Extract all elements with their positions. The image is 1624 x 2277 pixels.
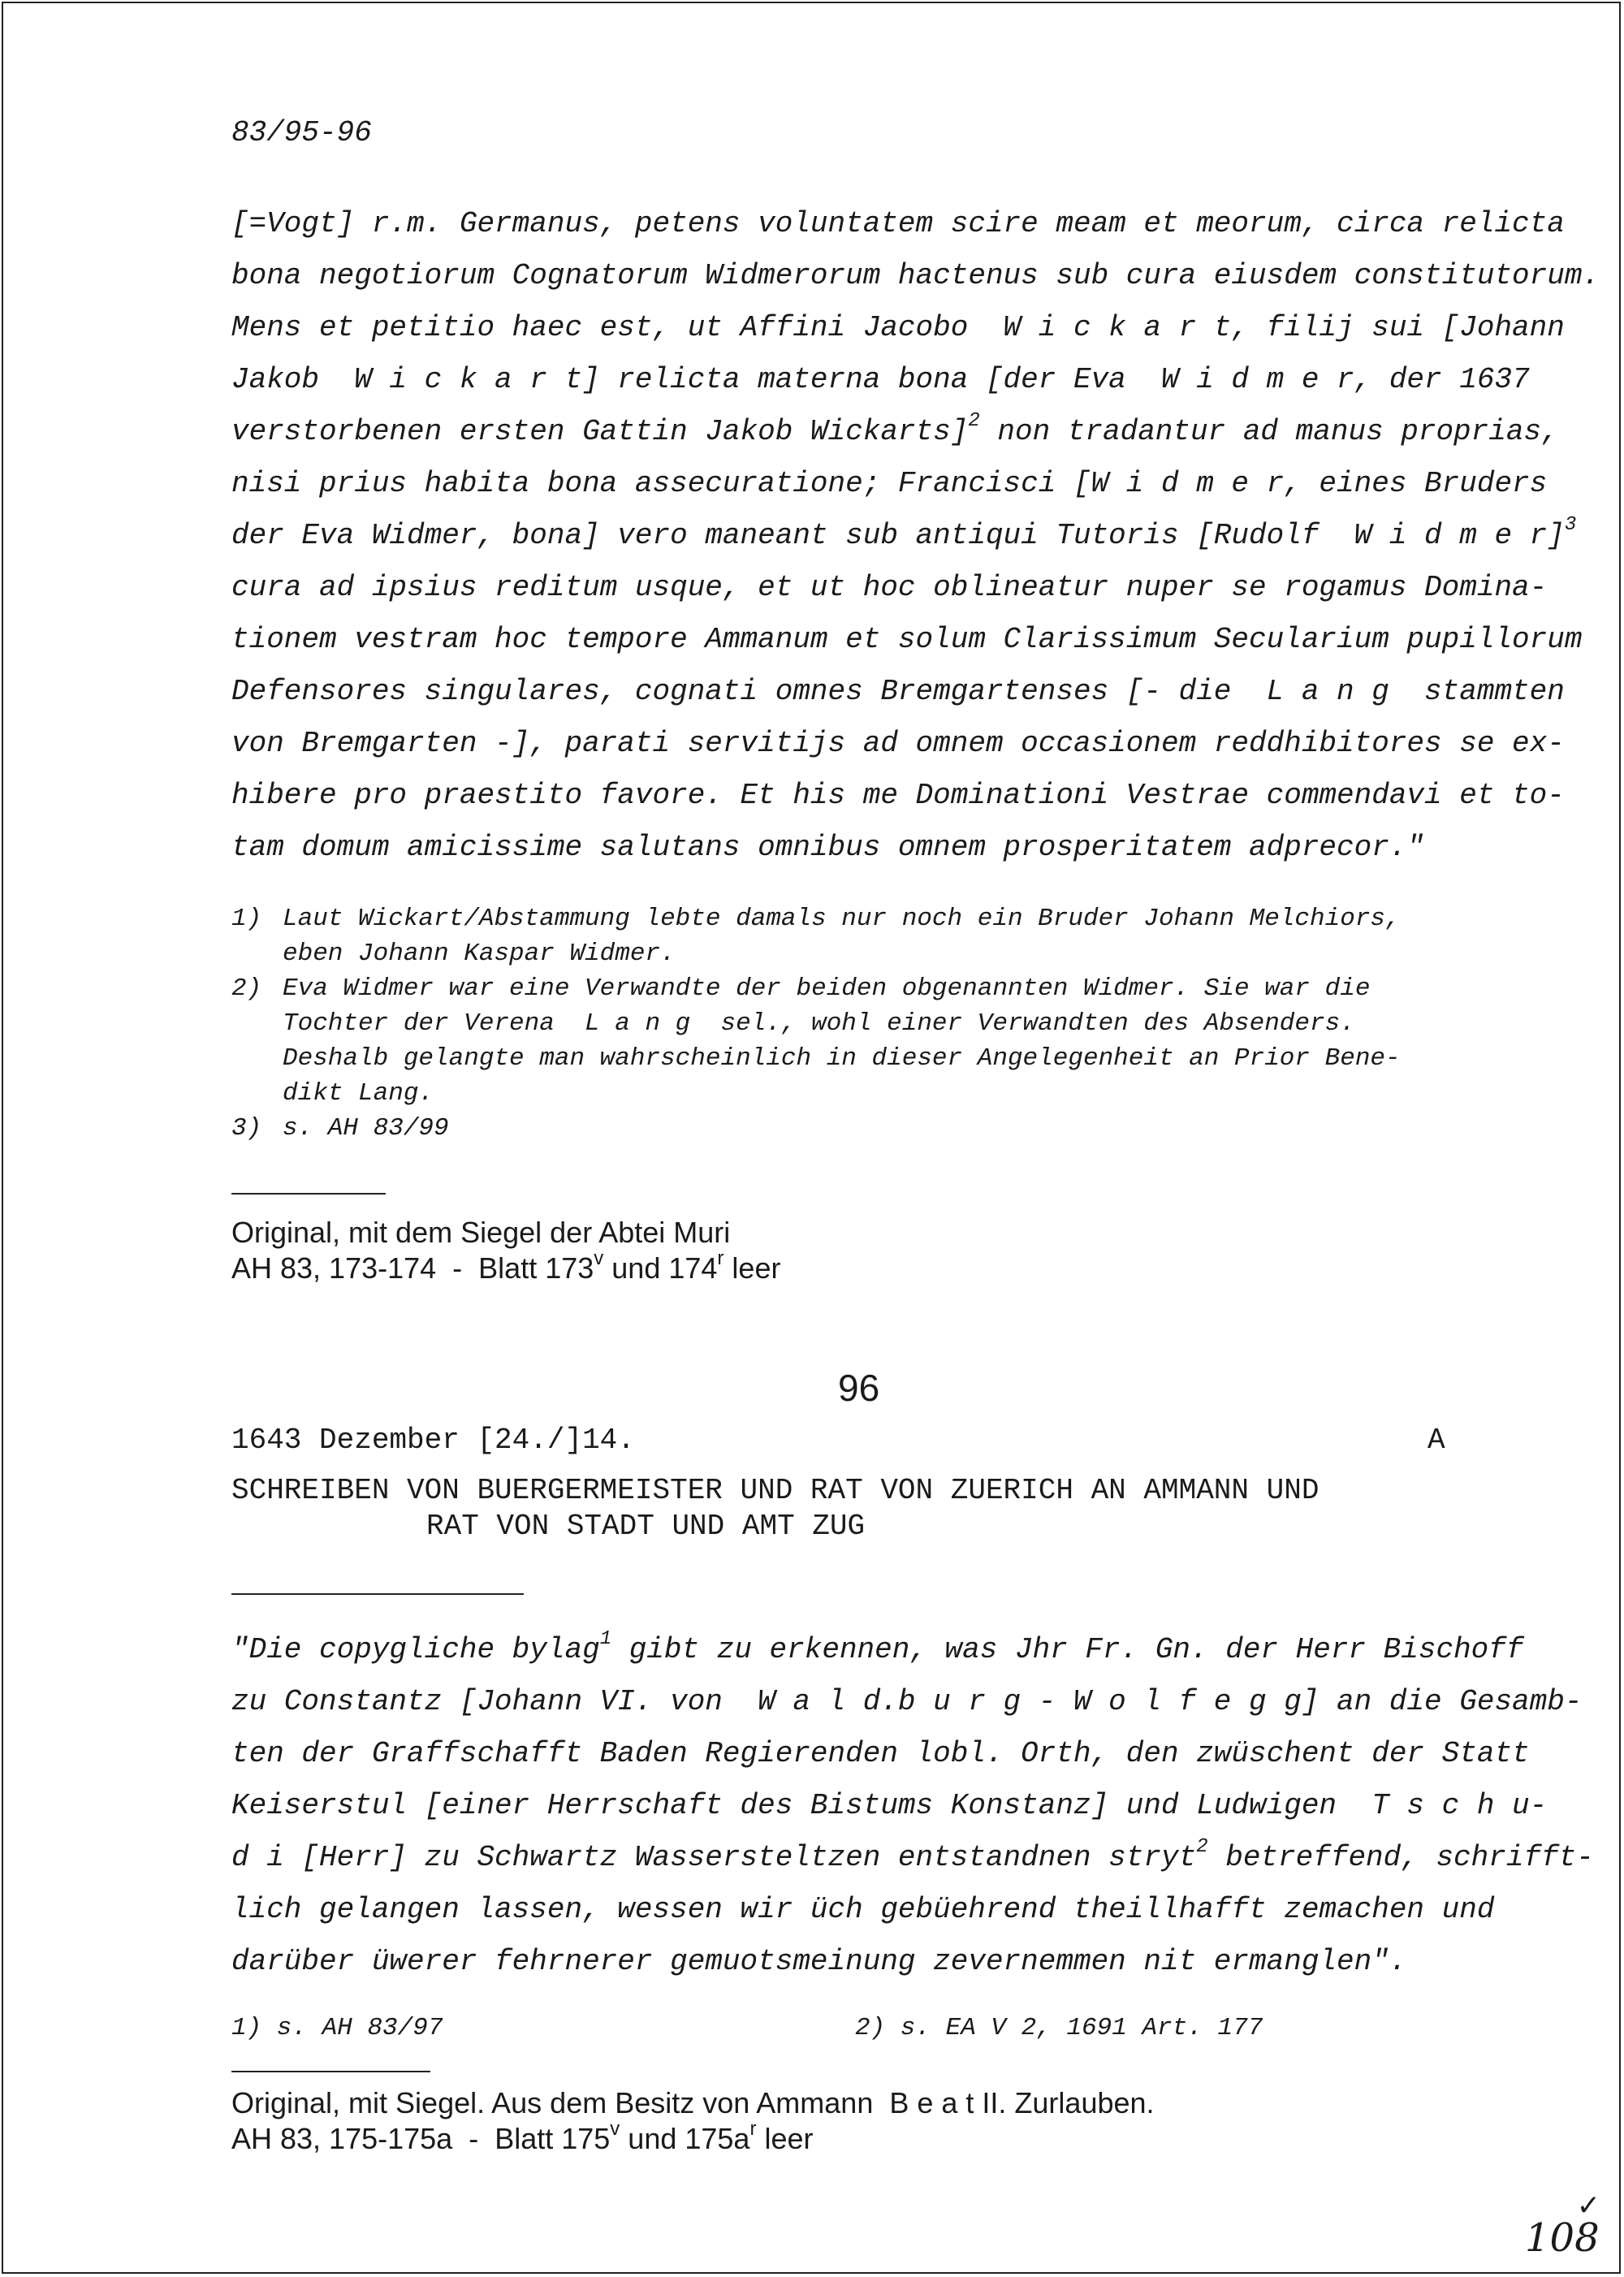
- page-reference: 83/95-96: [231, 116, 372, 149]
- divider: [231, 1593, 524, 1595]
- footnote-text: dikt Lang.: [283, 1079, 434, 1108]
- document-letter: A: [1427, 1424, 1445, 1457]
- footnote-text: s. AH 83/99: [283, 1114, 449, 1143]
- document-title: SCHREIBEN VON BUERGERMEISTER UND RAT VON ZUERICH AN AMMANN UND: [231, 1474, 1320, 1507]
- document-number: 96: [838, 1367, 880, 1409]
- document-title: RAT VON STADT UND AMT ZUG: [426, 1510, 866, 1543]
- footnote-ref-2: 2: [968, 410, 980, 432]
- footnote-text: Tochter der Verena L a n g sel., wohl einer Verwandten des Absenders.: [283, 1009, 1355, 1038]
- footnote-marker: 2): [231, 974, 262, 1003]
- folio-number: 108: [1525, 2215, 1600, 2261]
- letter-line: lich gelangen lassen, wessen wir üch gebüehrend theillhafft zemachen und: [231, 1893, 1495, 1926]
- letter-line: tam domum amicissime salutans omnibus omnem prosperitatem adprecor.": [231, 831, 1425, 864]
- source-note-96: Original, mit Siegel. Aus dem Besitz von Ammann B e a t II. Zurlauben.: [231, 2086, 1155, 2119]
- source-shelfmark-96: AH 83, 175-175a - Blatt 175$^v$ und $175a^r$ leer: [231, 2118, 814, 2155]
- footnote-marker: 3): [231, 1114, 262, 1143]
- footnote-marker: 1): [231, 905, 262, 933]
- footnote-text: Eva Widmer war eine Verwandte der beiden obgenannten Widmer. Sie war die: [283, 974, 1371, 1003]
- letter-line: ten der Graffschafft Baden Regierenden lobl. Orth, den zwüschent der Statt: [231, 1737, 1530, 1770]
- letter-line: darüber üwerer fehrnerer gemuotsmeinung zevernemmen nit ermanglen".: [231, 1945, 1407, 1978]
- letter-line: "Die copygliche bylag$^1$ gibt zu erkennen, was Jhr Fr. Gn. der Herr Bischoff: [231, 1628, 1524, 1666]
- letter-line: nisi prius habita bona assecuratione; Francisci [W i d m e r, eines Bruders: [231, 467, 1548, 500]
- letter-line: tionem vestram hoc tempore Ammanum et solum Clarissimum Secularium pupillorum: [231, 623, 1583, 656]
- footnote-ref-3: 3: [1564, 514, 1577, 536]
- letter-line: zu Constantz [Johann VI. von W a l d.b u r g - W o l f e g g] an die Gesamb-: [231, 1685, 1583, 1718]
- letter-line: Mens et petitio haec est, ut Affini Jacobo W i c k a r t, filij sui [Johann: [231, 311, 1565, 344]
- letter-line: Keiserstul [einer Herrschaft des Bistums Konstanz] und Ludwigen T s c h u-: [231, 1789, 1548, 1822]
- footnote-text: Deshalb gelangte man wahrscheinlich in dieser Angelegenheit an Prior Bene-: [283, 1044, 1401, 1073]
- letter-line: der Eva Widmer, bona] vero maneant sub antiqui Tutoris [Rudolf W i d m e r]$^3$: [231, 514, 1577, 552]
- letter-line: verstorbenen ersten Gattin Jakob Wickarts]$^2$ non tradantur ad manus proprias,: [231, 410, 1559, 448]
- source-note-95: Original, mit dem Siegel der Abtei Muri: [231, 1216, 731, 1249]
- footnote-text: Laut Wickart/Abstammung lebte damals nur noch ein Bruder Johann Melchiors,: [283, 905, 1401, 933]
- letter-line: [=Vogt] r.m. Germanus, petens voluntatem scire meam et meorum, circa relicta: [231, 207, 1565, 240]
- footnote-96-2: 2) s. EA V 2, 1691 Art. 177: [855, 2014, 1263, 2042]
- letter-line: hibere pro praestito favore. Et his me Dominationi Vestrae commendavi et to-: [231, 779, 1565, 812]
- letter-line: cura ad ipsius reditum usque, et ut hoc oblineatur nuper se rogamus Domina-: [231, 571, 1548, 604]
- checkmark-icon: ✓: [1579, 2189, 1599, 2226]
- letter-line: Jakob W i c k a r t] relicta materna bona [der Eva W i d m e r, der 1637: [231, 363, 1530, 396]
- letter-line: Defensores singulares, cognati omnes Bremgartenses [- die L a n g stammten: [231, 675, 1565, 708]
- letter-line: d i [Herr] zu Schwartz Wassersteltzen entstandnen stryt$^2$ betreffend, schrifft-: [231, 1836, 1594, 1874]
- footnote-96-1: 1) s. AH 83/97: [231, 2014, 443, 2042]
- divider: [231, 2071, 430, 2072]
- source-shelfmark-95: AH 83, 173-174 - Blatt 173$^v$ und 174$^r$ leer: [231, 1247, 781, 1285]
- letter-line: von Bremgarten -], parati servitijs ad omnem occasionem reddhibitores se ex-: [231, 727, 1565, 760]
- divider: [231, 1193, 386, 1195]
- letter-line: bona negotiorum Cognatorum Widmerorum hactenus sub cura eiusdem constitutorum.: [231, 259, 1600, 292]
- footnote-text: eben Johann Kaspar Widmer.: [283, 940, 676, 968]
- document-date: 1643 Dezember [24./]14.: [231, 1424, 635, 1457]
